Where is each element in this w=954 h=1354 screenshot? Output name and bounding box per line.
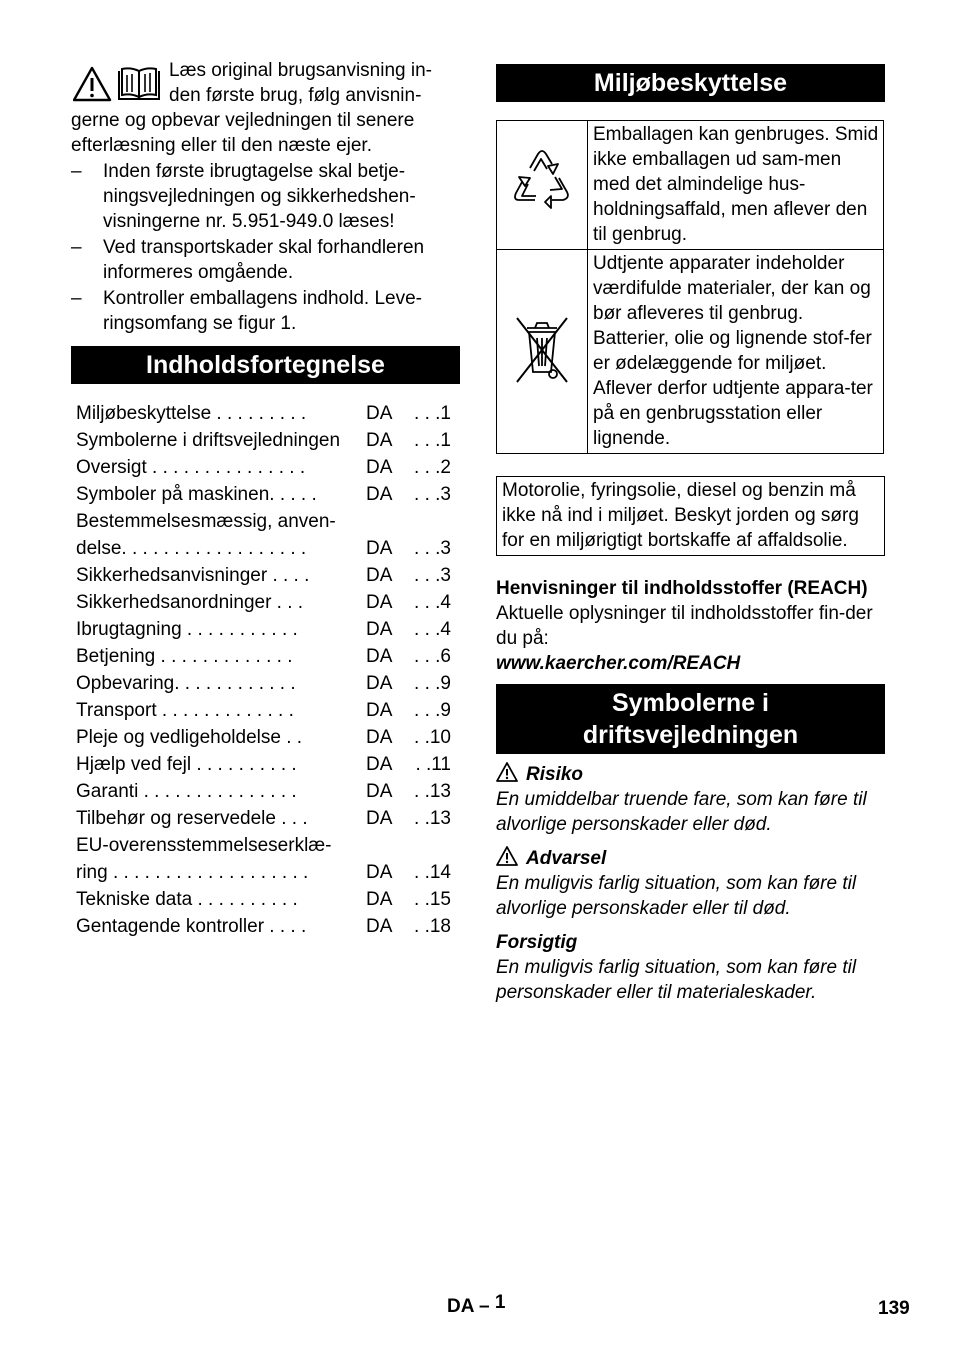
weee-text: Udtjente apparater indeholder værdifulde materialer, der kan og bør afleveres til genbrug. Batterier, olie og lignende stof-fer er ødelæggende for miljøet. Aflever derfor udtjente appara-ter på en genbrugsstation eller lignende.	[588, 250, 884, 454]
toc-row[interactable]	[71, 588, 460, 615]
reach-heading: Henvisninger til indholdsstoffer (REACH)	[496, 578, 868, 599]
toc-row[interactable]	[71, 804, 460, 831]
list-item	[71, 159, 460, 234]
reach-link[interactable]: www.kaercher.com/REACH	[496, 653, 741, 674]
toc-row[interactable]	[71, 669, 460, 696]
footer-lang-prefix: DA –	[447, 1296, 490, 1317]
toc-entry-title: Garanti . . . . . . . . . . . . . . .	[76, 781, 297, 802]
caution-text: En muligvis farlig situation, som kan føre til personskader eller til materialeskader.	[496, 957, 857, 1003]
risk-label: Risiko	[526, 764, 584, 785]
warning-label: Advarsel	[526, 848, 607, 869]
toc-row[interactable]	[71, 615, 460, 642]
toc-entry-page: . . .3	[414, 538, 451, 559]
page-number: 139	[878, 1298, 910, 1319]
toc-entry-page: . . .4	[414, 619, 451, 640]
toc-entry-page: . .10	[414, 727, 451, 748]
toc-entry-language: DA	[366, 646, 393, 667]
intro-paragraph-rest: gerne og opbevar vejledningen til senere efterlæsning eller til den næste ejer.	[71, 110, 415, 156]
intro-bullet-list	[71, 159, 460, 336]
toc-entry-page: . . .9	[414, 673, 451, 694]
toc-entry-title: Opbevaring. . . . . . . . . . . .	[76, 673, 296, 694]
right-column	[496, 64, 885, 1005]
symbols-heading	[496, 684, 885, 754]
toc-entry-page: . . .6	[414, 646, 451, 667]
bullet-dash: –	[71, 288, 82, 309]
toc-entry-title-line: Bestemmelsesmæssig, anven-	[76, 511, 336, 532]
toc-entry-title: Transport . . . . . . . . . . . . .	[76, 700, 294, 721]
risk-label-row	[496, 762, 885, 787]
toc-entry-language: DA	[366, 430, 393, 451]
toc-entry-language: DA	[366, 700, 393, 721]
toc-entry-title: Tilbehør og reservedele . . .	[76, 808, 308, 829]
warning-and-manual-icon	[73, 66, 161, 102]
intro-section	[71, 58, 460, 336]
recycle-icon-cell	[497, 121, 588, 250]
toc-row[interactable]	[71, 561, 460, 588]
toc-entry-title: Gentagende kontroller . . . .	[76, 916, 307, 937]
warning-text: En muligvis farlig situation, som kan føre til alvorlige personskader eller til død.	[496, 873, 857, 919]
toc-entry-page: . .13	[414, 781, 451, 802]
recycle-icon	[505, 144, 579, 222]
toc-entry-page: . .18	[414, 916, 451, 937]
toc-entry-language: DA	[366, 808, 393, 829]
crossed-bin-icon	[511, 310, 573, 388]
toc-entry-language: DA	[366, 862, 393, 883]
footer-language-page	[447, 1292, 506, 1318]
recycle-text: Emballagen kan genbruges. Smid ikke emballagen ud sam-men med det almindelige hus-holdningsaffald, men aflever den til genbrug.	[588, 121, 884, 250]
toc-entry-language: DA	[366, 592, 393, 613]
toc-table	[71, 399, 460, 939]
toc-row[interactable]	[71, 885, 460, 912]
toc-heading: Indholdsfortegnelse	[71, 346, 460, 384]
toc-entry-language: DA	[366, 673, 393, 694]
oil-notice-box: Motorolie, fyringsolie, diesel og benzin må ikke nå ind i miljøet. Beskyt jorden og sørg for en miljørigtigt bortskaffe af affaldsolie.	[496, 476, 885, 556]
toc-row[interactable]	[71, 723, 460, 750]
toc-row[interactable]	[71, 642, 460, 669]
toc-entry-title: Tekniske data . . . . . . . . . .	[76, 889, 298, 910]
toc-entry-page: . . .2	[414, 457, 451, 478]
weee-icon-cell	[497, 250, 588, 454]
symbols-heading-line-1: Symbolerne i	[612, 689, 769, 717]
bullet-dash: –	[71, 237, 82, 258]
left-column	[71, 58, 460, 939]
toc-entry-page: . . .4	[414, 592, 451, 613]
list-item	[71, 286, 460, 336]
caution-label: Forsigtig	[496, 932, 578, 953]
toc-entry-page: . . .1	[414, 430, 451, 451]
toc-entry-page: . .14	[414, 862, 451, 883]
table-row	[497, 121, 884, 250]
env-heading: Miljøbeskyttelse	[496, 64, 885, 102]
risk-text: En umiddelbar truende fare, som kan føre til alvorlige personskader eller død.	[496, 789, 867, 835]
toc-entry-title: Sikkerhedsanordninger . . .	[76, 592, 304, 613]
warning-label-row	[496, 846, 885, 871]
warning-triangle-icon	[496, 762, 518, 782]
toc-entry-title: Symboler på maskinen. . . . .	[76, 484, 317, 505]
toc-entry-page: . . .3	[414, 484, 451, 505]
toc-entry-title: Ibrugtagning . . . . . . . . . . .	[76, 619, 298, 640]
toc-entry-title: Betjening . . . . . . . . . . . . .	[76, 646, 293, 667]
toc-entry-title: Oversigt . . . . . . . . . . . . . . .	[76, 457, 306, 478]
warning-triangle-icon	[496, 846, 518, 866]
toc-row[interactable]	[71, 534, 460, 561]
table-row	[497, 250, 884, 454]
list-item	[71, 235, 460, 285]
toc-entry-title: Sikkerhedsanvisninger . . . .	[76, 565, 310, 586]
toc-entry-page: . .11	[415, 754, 451, 775]
toc-entry-language: DA	[366, 538, 393, 559]
toc-row[interactable]	[71, 750, 460, 777]
toc-entry-language: DA	[366, 484, 393, 505]
bullet-text: Kontroller emballagens indhold. Leve-ringsomfang se figur 1.	[103, 288, 422, 334]
toc-entry-title: Symbolerne i driftsvejledningen	[76, 430, 341, 451]
footer-lang-page-number: 1	[494, 1292, 506, 1313]
toc-row[interactable]	[71, 912, 460, 939]
toc-row[interactable]	[71, 858, 460, 885]
toc-entry-page: . . .3	[414, 565, 451, 586]
symbols-heading-line-2: driftsvejledningen	[582, 721, 799, 749]
toc-row[interactable]	[71, 453, 460, 480]
toc-entry-page: . .15	[414, 889, 451, 910]
toc-entry-language: DA	[366, 916, 393, 937]
reach-text: Aktuelle oplysninger til indholdsstoffer fin-der du på:	[496, 603, 873, 649]
bullet-text: Ved transportskader skal forhandleren informeres omgående.	[103, 237, 425, 283]
toc-entry-title: delse. . . . . . . . . . . . . . . . . .	[76, 538, 307, 559]
toc-row[interactable]	[71, 696, 460, 723]
toc-entry-language: DA	[366, 565, 393, 586]
bullet-text: Inden første ibrugtagelse skal betje-ningsvejledningen og sikkerhedshen-visningerne nr. 5.951-949.0 læses!	[103, 161, 416, 232]
intro-line-2: den første brug, følg anvisnin-	[169, 85, 422, 106]
toc-entry-language: DA	[366, 619, 393, 640]
toc-entry-page: . . .1	[414, 403, 451, 424]
toc-entry-title: Miljøbeskyttelse . . . . . . . . .	[76, 403, 307, 424]
toc-row[interactable]	[71, 426, 460, 453]
toc-row[interactable]	[71, 480, 460, 507]
toc-entry-title: Pleje og vedligeholdelse . .	[76, 727, 303, 748]
toc-entry-language: DA	[366, 457, 393, 478]
toc-entry-language: DA	[366, 889, 393, 910]
bullet-dash: –	[71, 161, 82, 182]
toc-entry-language: DA	[366, 403, 393, 424]
toc-row[interactable]	[71, 777, 460, 804]
toc-entry-title: ring . . . . . . . . . . . . . . . . . . .	[76, 862, 309, 883]
toc-row[interactable]	[71, 399, 460, 426]
env-symbol-table	[496, 120, 884, 454]
toc-entry-language: DA	[366, 781, 393, 802]
toc-entry-language: DA	[366, 727, 393, 748]
toc-entry-language: DA	[366, 754, 393, 775]
toc-row-continued	[71, 831, 460, 858]
toc-row-continued	[71, 507, 460, 534]
intro-line-1: Læs original brugsanvisning in-	[169, 60, 432, 81]
toc-entry-page: . . .9	[414, 700, 451, 721]
toc-entry-page: . .13	[414, 808, 451, 829]
toc-entry-title: Hjælp ved fejl . . . . . . . . . .	[76, 754, 297, 775]
toc-entry-title-line: EU-overensstemmelseserklæ-	[76, 835, 332, 856]
